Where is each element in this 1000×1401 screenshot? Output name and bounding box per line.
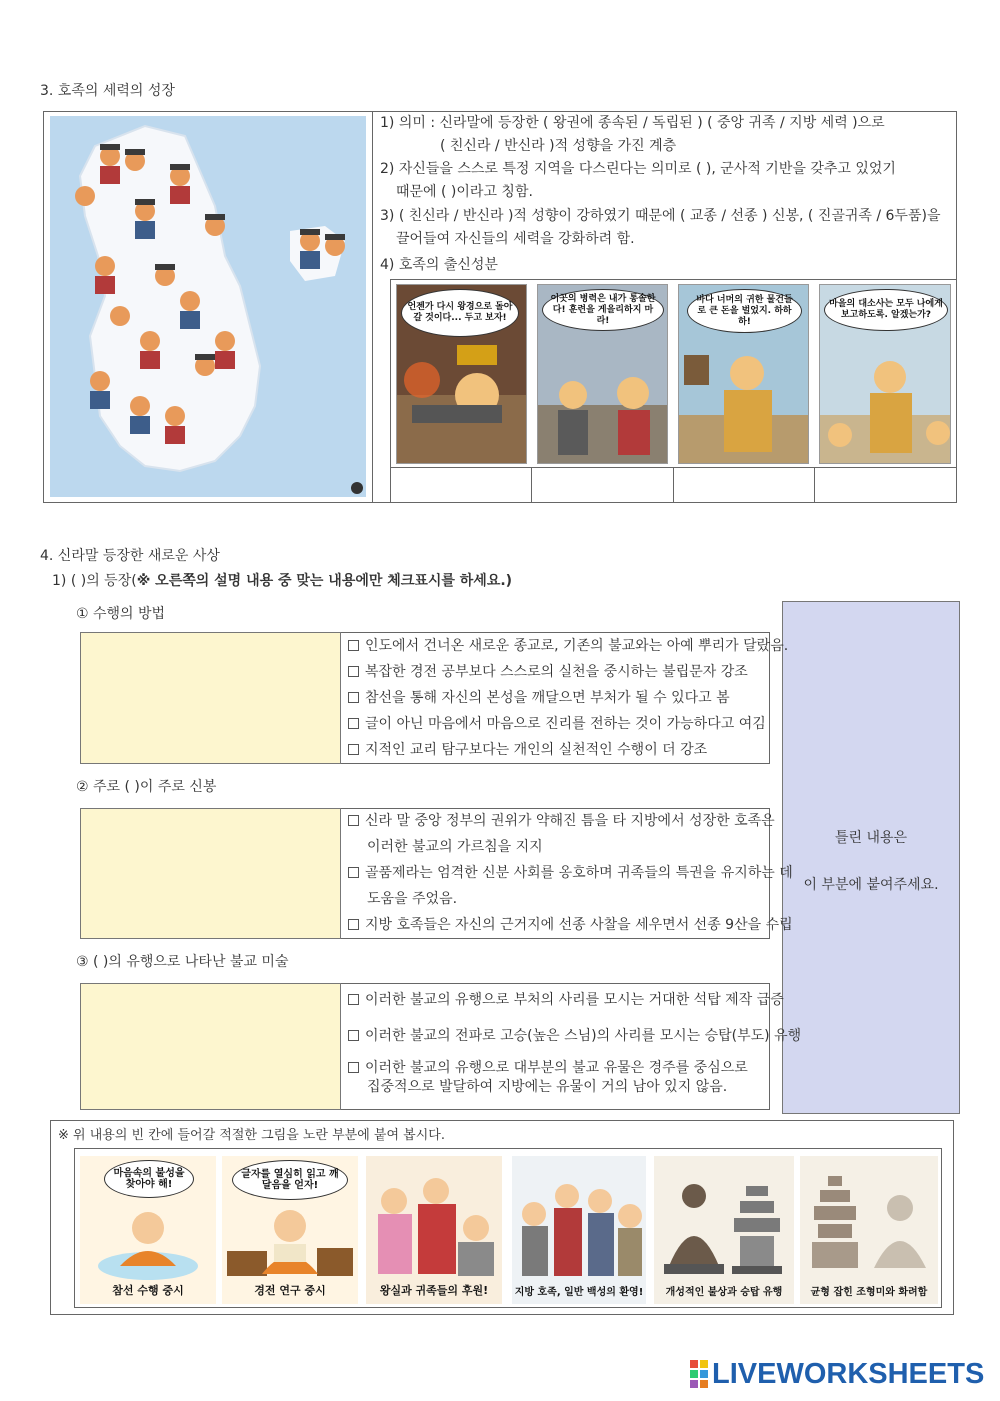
liveworksheets-logo-icon: [690, 1360, 710, 1390]
picture-card-stupa-style[interactable]: [654, 1156, 794, 1304]
check-item-text: 골품제라는 엄격한 신분 사회를 옹호하며 귀족들의 특권을 유지하는 데: [365, 865, 793, 881]
picture-card-sutra-study[interactable]: [222, 1156, 358, 1304]
title-line-2: 때문에 ( )이라고 칭함.: [396, 184, 533, 200]
comic-answer-sep-2: [673, 467, 674, 503]
comic-panel-exiled-noble: [396, 284, 527, 464]
check-item[interactable]: [348, 986, 801, 1014]
part1-checklist: [348, 633, 788, 763]
part2-label: ② 주로 ( )이 주로 신봉: [76, 779, 217, 795]
picture-card-caption: 균형 잡힌 조형미와 화려함: [810, 1287, 928, 1298]
check-item-text: 참선을 통해 자신의 본성을 깨달으면 부처가 될 수 있다고 봄: [365, 690, 730, 706]
checkbox[interactable]: [348, 692, 359, 703]
check-item-continuation: [348, 886, 793, 912]
picture-card-royal-patronage[interactable]: [366, 1156, 502, 1304]
origin-line: 4) 호족의 출신성분: [380, 257, 498, 273]
section4-instruction: ※ 오른쪽의 설명 내용 중 맞는 내용에만 체크표시를 하세요.): [136, 573, 513, 589]
check-item-continuation: [348, 1078, 801, 1096]
part3-checklist: [348, 986, 801, 1096]
section4-subtitle: [52, 570, 512, 593]
picture-card-caption: 경전 연구 중시: [254, 1284, 326, 1297]
check-item[interactable]: [348, 633, 788, 659]
picture-card-caption: 왕실과 귀족들의 후원!: [379, 1284, 489, 1297]
check-item[interactable]: [348, 711, 788, 737]
checkbox[interactable]: [348, 994, 359, 1005]
comic-bubble-4: 마을의 대소사는 모두 나에게 보고하도록. 알겠는가?: [824, 289, 948, 331]
part2-checklist: [348, 808, 793, 938]
wrong-items-drop-area[interactable]: [782, 601, 960, 1114]
check-item-text: 도움을 주었음.: [367, 891, 458, 907]
tendency-line-1: 3) ( 친신라 / 반신라 )적 성향이 강하였기 때문에 ( 교종 / 선종 ) 신봉, ( 진골귀족 / 6두품)을: [380, 208, 941, 224]
check-item[interactable]: [348, 860, 793, 886]
picture-card-caption: 개성적인 불상과 승탑 유행: [665, 1287, 783, 1298]
meaning-line-2: ( 친신라 / 반신라 )적 성향을 가진 계층: [440, 138, 677, 154]
meaning-line-1: 1) 의미 : 신라말에 등장한 ( 왕권에 종속된 / 독립된 ) ( 중앙 귀족 / 지방 세력 )으로: [380, 115, 885, 131]
checkbox[interactable]: [348, 718, 359, 729]
picture-card-bubble: 마음속의 불성을 찾아야 해!: [104, 1160, 194, 1198]
checkbox[interactable]: [348, 919, 359, 930]
comic-panel-sea-merchant: [678, 284, 809, 464]
check-item[interactable]: [348, 737, 788, 763]
wrong-items-label-2: 이 부분에 붙여주세요.: [803, 877, 939, 893]
picture-card-meditation[interactable]: [80, 1156, 216, 1304]
checkbox[interactable]: [348, 1062, 359, 1073]
wrong-items-label-1: 틀린 내용은: [834, 830, 908, 846]
comic-answer-sep-1: [531, 467, 532, 503]
picture-card-balanced-beauty[interactable]: [800, 1156, 938, 1304]
check-item-text: 신라 말 중앙 정부의 권위가 약해진 틈을 타 지방에서 성장한 호족은: [365, 813, 775, 829]
section3-title: 3. 호족의 세력의 성장: [40, 83, 175, 99]
title-line-1: 2) 자신들을 스스로 특정 지역을 다스린다는 의미로 ( ), 군사적 기반을 갖추고 있었기: [380, 161, 896, 177]
check-item-text: 지방 호족들은 자신의 근거지에 선종 사찰을 세우면서 선종 9산을 수립: [365, 917, 793, 933]
picture-card-bubble: 글자를 열심히 읽고 깨달음을 얻자!: [232, 1160, 348, 1200]
check-item-text: 집중적으로 발달하여 지방에는 유물이 거의 남아 있지 않음.: [367, 1079, 728, 1095]
part1-label: ① 수행의 방법: [76, 606, 166, 622]
check-item-text: 글이 아닌 마음에서 마음으로 진리를 전하는 것이 가능하다고 여김: [365, 716, 766, 732]
comic-bubble-2: 이곳의 병력은 내가 통솔한다! 훈련을 게을리하지 마라!: [542, 289, 664, 331]
check-item[interactable]: [348, 685, 788, 711]
comic-bubble-3: 바다 너머의 귀한 물건들로 큰 돈을 벌었지. 하하하!: [687, 289, 802, 333]
comic-panel-village-chief: [819, 284, 951, 464]
picture-bank-instruction: ※ 위 내용의 빈 칸에 들어갈 적절한 그림을 노란 부분에 붙여 봅시다.: [58, 1128, 445, 1143]
check-item-text: 이러한 불교의 유행으로 대부분의 불교 유물은 경주를 중심으로: [365, 1060, 748, 1076]
check-item[interactable]: [348, 1058, 801, 1078]
checkbox[interactable]: [348, 666, 359, 677]
comic-answer-sep-3: [814, 467, 815, 503]
part2-picture-drop-area[interactable]: [80, 808, 341, 939]
check-item-text: 인도에서 건너온 새로운 종교로, 기존의 불교와는 아예 뿌리가 달랐음.: [365, 638, 789, 654]
check-item[interactable]: [348, 659, 788, 685]
check-item[interactable]: [348, 808, 793, 834]
check-item[interactable]: [348, 1014, 801, 1058]
checkbox[interactable]: [348, 815, 359, 826]
picture-card-caption: 참선 수행 중시: [112, 1284, 184, 1297]
check-item[interactable]: [348, 912, 793, 938]
checkbox[interactable]: [348, 867, 359, 878]
checkbox[interactable]: [348, 744, 359, 755]
picture-card-local-support[interactable]: [512, 1156, 646, 1304]
check-item-text: 이러한 불교의 유행으로 부처의 사리를 모시는 거대한 석탑 제작 급증: [365, 992, 784, 1008]
check-item-text: 복잡한 경전 공부보다 스스로의 실천을 중시하는 불립문자 강조: [365, 664, 748, 680]
section3-divider: [372, 111, 373, 503]
checkbox[interactable]: [348, 1030, 359, 1041]
comic-bubble-1: 언젠가 다시 왕경으로 돌아갈 것이다... 두고 보자!: [401, 289, 519, 337]
checkbox[interactable]: [348, 640, 359, 651]
comic-panel-military-commander: [537, 284, 668, 464]
part3-label: ③ ( )의 유행으로 나타난 불교 미술: [76, 954, 289, 970]
korea-map-image: [50, 116, 366, 497]
part1-picture-drop-area[interactable]: [80, 632, 341, 764]
check-item-text: 지적인 교리 탐구보다는 개인의 실천적인 수행이 더 강조: [365, 742, 708, 758]
tendency-line-2: 끌어들여 자신들의 세력을 강화하려 함.: [396, 231, 635, 247]
section4-title: 4. 신라말 등장한 새로운 사상: [40, 548, 220, 564]
picture-card-caption: 지방 호족, 일반 백성의 환영!: [514, 1287, 644, 1298]
liveworksheets-logo-text: LIVEWORKSHEETS: [712, 1358, 985, 1390]
check-item-continuation: [348, 834, 793, 860]
check-item-text: 이러한 불교의 가르침을 지지: [367, 839, 543, 855]
section4-subtitle-prefix: 1) ( )의 등장(: [52, 573, 137, 589]
part3-picture-drop-area[interactable]: [80, 983, 341, 1110]
check-item-text: 이러한 불교의 전파로 고승(높은 스님)의 사리를 모시는 승탑(부도) 유행: [365, 1028, 802, 1044]
